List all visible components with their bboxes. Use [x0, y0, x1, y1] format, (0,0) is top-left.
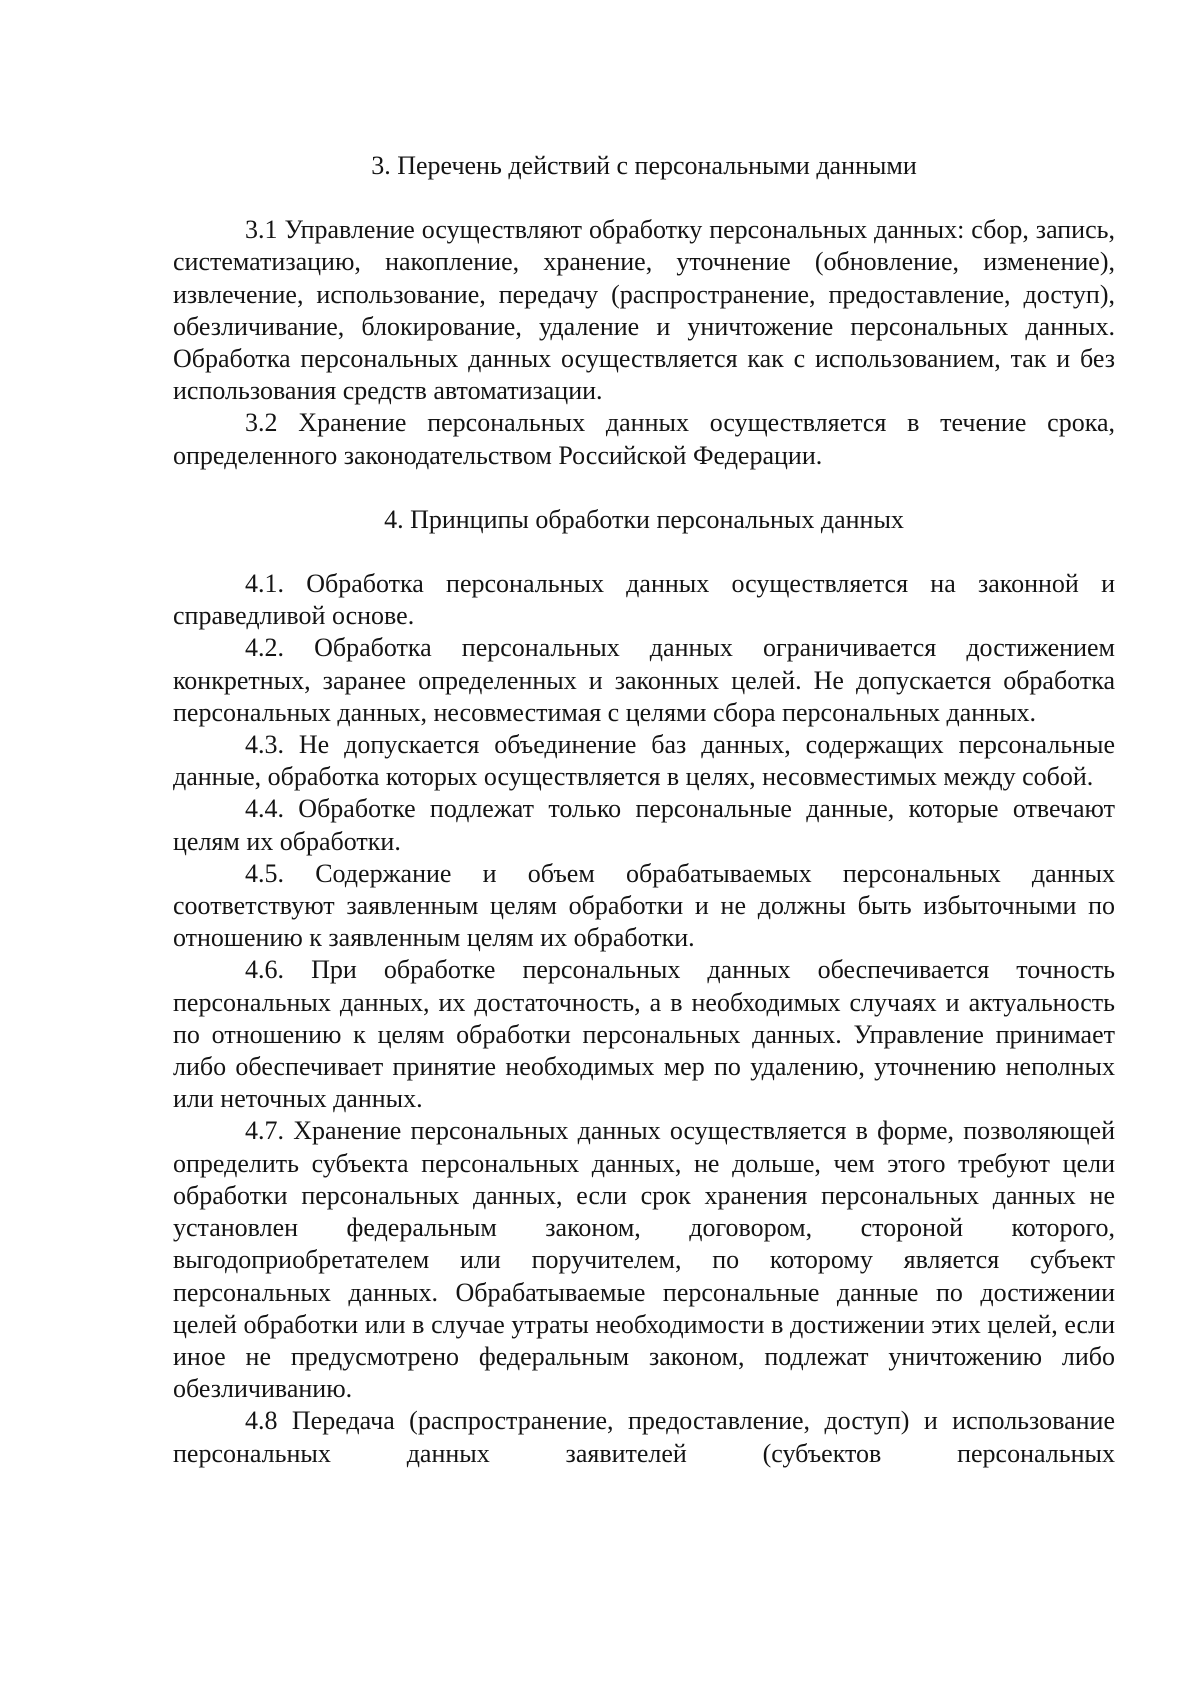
- paragraph-4-4: 4.4. Обработке подлежат только персональные данные, которые отвечают целям их обработки.: [173, 794, 1115, 856]
- paragraph-4-8: 4.8 Передача (распространение, предоставление, доступ) и использование персональных данных заявителей (субъектов персональных: [173, 1406, 1115, 1468]
- paragraph-3-1: 3.1 Управление осуществляют обработку персональных данных: сбор, запись, систематизацию, накопление, хранение, уточнение (обновление, изменение), извлечение, использование, передачу (распространение, предоставление, доступ), обезличивание, блокирование, удаление и уничтожение персональных данных. Обработка персональных данных осуществляется как с использованием, так и без использования средств автоматизации.: [173, 215, 1115, 406]
- paragraph-4-3: 4.3. Не допускается объединение баз данных, содержащих персональные данные, обработка которых осуществляется в целях, несовместимых между собой.: [173, 730, 1115, 792]
- paragraph-4-7: 4.7. Хранение персональных данных осуществляется в форме, позволяющей определить субъекта персональных данных, не дольше, чем этого требуют цели обработки персональных данных, если срок хранения персональных данных не установлен федеральным законом, договором, стороной которого, выгодоприобретателем или поручителем, по которому является субъект персональных данных. Обрабатываемые персональные данные по достижении целей обработки или в случае утраты необходимости в достижении этих целей, если иное не предусмотрено федеральным законом, подлежат уничтожению либо обезличиванию.: [173, 1116, 1115, 1404]
- section-4-heading: 4. Принципы обработки персональных данных: [384, 504, 904, 534]
- paragraph-4-6: 4.6. При обработке персональных данных обеспечивается точность персональных данных, их достаточность, а в необходимых случаях и актуальность по отношению к целям обработки персональных данных. Управление принимает либо обеспечивает принятие необходимых мер по удалению, уточнению неполных или неточных данных.: [173, 955, 1115, 1114]
- paragraph-4-2: 4.2. Обработка персональных данных ограничивается достижением конкретных, заранее определенных и законных целей. Не допускается обработка персональных данных, несовместимая с целями сбора персональных данных.: [173, 633, 1115, 727]
- section-3-heading: 3. Перечень действий с персональными данными: [371, 151, 917, 180]
- paragraph-4-1: 4.1. Обработка персональных данных осуществляется на законной и справедливой основе.: [173, 569, 1115, 631]
- document-page: [173, 150, 1115, 1470]
- paragraph-4-5: 4.5. Содержание и объем обрабатываемых персональных данных соответствуют заявленным целям обработки и не должны быть избыточными по отношению к заявленным целям их обработки.: [173, 858, 1115, 953]
- paragraph-3-2: 3.2 Хранение персональных данных осуществляется в течение срока, определенного законодательством Российской Федерации.: [173, 408, 1115, 470]
